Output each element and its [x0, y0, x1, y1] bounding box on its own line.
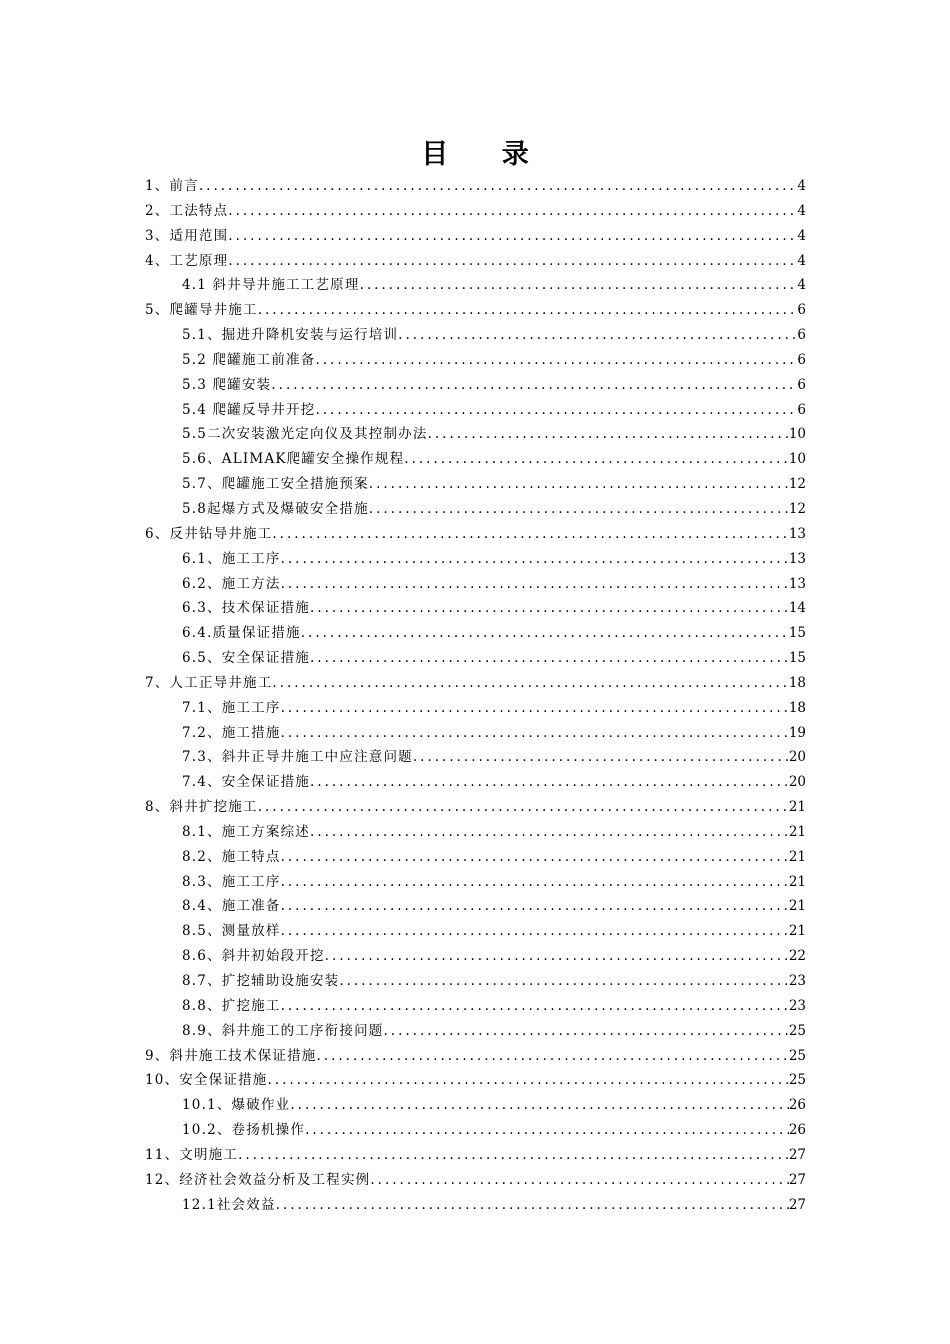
toc-entry-page-number: 4: [797, 227, 806, 244]
toc-entry[interactable]: [145, 497, 806, 522]
toc-entry-page-number: 14: [788, 600, 806, 617]
toc-entry-page-number: 10: [788, 451, 806, 468]
toc-entry-label: 8.4、施工准备: [182, 898, 281, 915]
toc-dot-leader: [271, 373, 797, 398]
toc-entry-label: 8、斜井扩挖施工: [145, 799, 258, 816]
toc-entry-label: 8.6、斜井初始段开挖: [182, 948, 325, 965]
toc-entry[interactable]: [145, 398, 806, 423]
toc-entry-page-number: 6: [797, 351, 806, 368]
toc-entry[interactable]: [145, 870, 806, 895]
toc-entry-page-number: 25: [788, 1047, 806, 1064]
toc-entry[interactable]: [145, 298, 806, 323]
toc-entry-page-number: 21: [788, 823, 806, 840]
toc-entry-page-number: 15: [788, 625, 806, 642]
toc-entry[interactable]: [145, 1093, 806, 1118]
toc-entry-page-number: 13: [788, 550, 806, 567]
toc-entry-page-number: 21: [788, 848, 806, 865]
toc-entry-label: 8.8、扩挖施工: [182, 997, 281, 1014]
toc-entry-label: 9、斜井施工技术保证措施: [145, 1047, 317, 1064]
toc-dot-leader: [281, 696, 789, 721]
toc-dot-leader: [281, 994, 789, 1019]
toc-entry-page-number: 13: [788, 575, 806, 592]
toc-dot-leader: [383, 1019, 788, 1044]
toc-entry-label: 4、工艺原理: [145, 252, 229, 269]
toc-entry[interactable]: [145, 894, 806, 919]
toc-entry-label: 10.1、爆破作业: [182, 1097, 291, 1114]
toc-entry[interactable]: [145, 472, 806, 497]
toc-entry[interactable]: [145, 944, 806, 969]
toc-entry-label: 3、适用范围: [145, 227, 229, 244]
toc-entry[interactable]: [145, 820, 806, 845]
toc-entry-label: 5.5二次安装激光定向仪及其控制办法: [182, 426, 428, 443]
toc-entry-page-number: 4: [797, 252, 806, 269]
toc-entry[interactable]: [145, 671, 806, 696]
toc-entry-page-number: 19: [788, 724, 806, 741]
toc-entry-page-number: 21: [788, 873, 806, 890]
toc-entry-page-number: 18: [788, 674, 806, 691]
toc-entry[interactable]: [145, 1118, 806, 1143]
toc-entry-page-number: 4: [797, 277, 806, 294]
toc-dot-leader: [258, 795, 789, 820]
toc-entry-page-number: 4: [797, 178, 806, 194]
toc-entry[interactable]: [145, 770, 806, 795]
toc-dot-leader: [281, 721, 789, 746]
toc-entry-page-number: 18: [788, 699, 806, 716]
toc-dot-leader: [276, 1193, 789, 1218]
toc-entry[interactable]: [145, 845, 806, 870]
toc-entry-label: 7.1、施工工序: [182, 699, 281, 716]
toc-entry-page-number: 13: [788, 525, 806, 542]
toc-dot-leader: [370, 1168, 788, 1193]
toc-entry-label: 2、工法特点: [145, 202, 229, 219]
toc-dot-leader: [228, 249, 797, 274]
toc-dot-leader: [290, 1093, 788, 1118]
toc-entry-page-number: 23: [788, 997, 806, 1014]
toc-entry-label: 6.3、技术保证措施: [182, 600, 310, 617]
toc-dot-leader: [238, 1143, 789, 1168]
toc-entry[interactable]: [145, 795, 806, 820]
toc-dot-leader: [310, 770, 789, 795]
toc-dot-leader: [281, 572, 789, 597]
toc-entry-label: 5.3 爬罐安装: [182, 376, 272, 393]
toc-dot-leader: [315, 348, 797, 373]
toc-entry-label: 8.3、施工工序: [182, 873, 281, 890]
toc-entry[interactable]: [145, 1019, 806, 1044]
toc-entry-label: 1、前言: [145, 178, 199, 194]
toc-entry-page-number: 27: [788, 1146, 806, 1163]
toc-entry[interactable]: [145, 572, 806, 597]
toc-dot-leader: [305, 1118, 789, 1143]
toc-entry[interactable]: [145, 273, 806, 298]
toc-entry-page-number: 23: [788, 973, 806, 989]
toc-entry[interactable]: [145, 621, 806, 646]
toc-dot-leader: [281, 919, 789, 944]
toc-entry[interactable]: [145, 646, 806, 671]
toc-dot-leader: [301, 621, 789, 646]
toc-entry[interactable]: [145, 696, 806, 721]
toc-entry-label: 7.2、施工措施: [182, 724, 281, 741]
toc-entry[interactable]: [145, 199, 806, 224]
toc-entry-label: 8.5、测量放样: [182, 923, 281, 940]
toc-entry-page-number: 6: [797, 302, 806, 319]
toc-entry-label: 7、人工正导井施工: [145, 674, 273, 691]
toc-entry-label: 5.4 爬罐反导井开挖: [182, 401, 316, 418]
toc-entry-page-number: 25: [788, 1072, 806, 1089]
toc-dot-leader: [315, 398, 797, 423]
toc-entry-page-number: 20: [788, 774, 806, 791]
toc-entry-label: 7.4、安全保证措施: [182, 774, 310, 791]
toc-entry-label: 6.2、施工方法: [182, 575, 281, 592]
toc-entry-label: 12、经济社会效益分析及工程实例: [145, 1171, 371, 1188]
toc-entry-label: 10、安全保证措施: [145, 1072, 268, 1089]
toc-entry-page-number: 6: [797, 376, 806, 393]
toc-dot-leader: [369, 497, 789, 522]
table-of-contents: [145, 174, 806, 1217]
toc-entry-label: 5.8起爆方式及爆破安全措施: [182, 500, 369, 517]
toc-entry-label: 4.1 斜井导井施工工艺原理: [182, 277, 360, 294]
toc-entry[interactable]: [145, 745, 806, 770]
toc-entry[interactable]: [145, 373, 806, 398]
toc-dot-leader: [428, 422, 789, 447]
toc-entry-page-number: 25: [788, 1022, 806, 1039]
toc-entry-label: 7.3、斜井正导井施工中应注意问题: [182, 749, 413, 766]
toc-entry-page-number: 12: [788, 500, 806, 517]
toc-dot-leader: [398, 323, 797, 348]
toc-entry-page-number: 27: [788, 1171, 806, 1188]
toc-dot-leader: [310, 820, 789, 845]
toc-dot-leader: [360, 273, 798, 298]
toc-entry-label: 10.2、卷扬机操作: [182, 1122, 306, 1139]
toc-entry[interactable]: [145, 919, 806, 944]
toc-entry[interactable]: [145, 348, 806, 373]
toc-entry[interactable]: [145, 1068, 806, 1093]
toc-entry[interactable]: [145, 323, 806, 348]
toc-dot-leader: [404, 447, 789, 472]
toc-entry-page-number: 4: [797, 202, 806, 219]
toc-entry-page-number: 20: [788, 749, 806, 766]
toc-entry[interactable]: [145, 224, 806, 249]
toc-entry-label: 6、反井钻导井施工: [145, 525, 273, 542]
toc-entry[interactable]: [145, 249, 806, 274]
toc-entry-page-number: 21: [788, 799, 806, 816]
toc-dot-leader: [267, 1068, 788, 1093]
toc-dot-leader: [228, 199, 797, 224]
toc-entry[interactable]: [145, 1168, 806, 1193]
toc-dot-leader: [199, 174, 798, 199]
toc-entry[interactable]: [145, 596, 806, 621]
toc-entry[interactable]: [145, 969, 806, 994]
toc-entry-page-number: 26: [788, 1122, 806, 1139]
toc-dot-leader: [272, 522, 788, 547]
toc-dot-leader: [281, 870, 789, 895]
toc-entry-page-number: 6: [797, 401, 806, 418]
toc-dot-leader: [281, 845, 789, 870]
toc-entry-label: 5.2 爬罐施工前准备: [182, 351, 316, 368]
toc-dot-leader: [310, 646, 789, 671]
toc-entry-label: 8.1、施工方案综述: [182, 823, 310, 840]
toc-dot-leader: [339, 969, 788, 994]
toc-entry-page-number: 6: [797, 327, 806, 344]
toc-entry-label: 6.1、施工工序: [182, 550, 281, 567]
toc-entry[interactable]: [145, 422, 806, 447]
toc-entry[interactable]: [145, 1044, 806, 1069]
toc-title: 目 录: [421, 139, 551, 170]
toc-dot-leader: [281, 894, 789, 919]
toc-dot-leader: [281, 547, 789, 572]
toc-entry[interactable]: [145, 447, 806, 472]
toc-entry[interactable]: [145, 522, 806, 547]
toc-entry-page-number: 26: [788, 1097, 806, 1114]
toc-entry-page-number: 22: [788, 948, 806, 965]
toc-entry[interactable]: [145, 174, 806, 199]
toc-entry[interactable]: [145, 721, 806, 746]
toc-dot-leader: [413, 745, 789, 770]
toc-dot-leader: [317, 1044, 789, 1069]
toc-entry-page-number: 10: [788, 426, 806, 443]
toc-dot-leader: [310, 596, 789, 621]
toc-entry-label: 8.9、斜井施工的工序衔接问题: [182, 1022, 384, 1039]
toc-entry-page-number: 21: [788, 923, 806, 940]
toc-dot-leader: [272, 671, 788, 696]
toc-entry-label: 8.7、扩挖辅助设施安装: [182, 973, 340, 989]
toc-entry-page-number: 27: [788, 1196, 806, 1213]
toc-entry-page-number: 12: [788, 476, 806, 493]
toc-entry-label: 5.1、掘进升降机安装与运行培训: [182, 327, 399, 344]
toc-entry-label: 5.6、ALIMAK爬罐安全操作规程: [182, 451, 405, 468]
toc-dot-leader: [258, 298, 798, 323]
toc-dot-leader: [325, 944, 789, 969]
toc-entry[interactable]: [145, 1143, 806, 1168]
toc-entry-label: 5.7、爬罐施工安全措施预案: [182, 476, 369, 493]
toc-entry[interactable]: [145, 547, 806, 572]
toc-entry[interactable]: [145, 994, 806, 1019]
toc-entry-label: 12.1社会效益: [182, 1196, 276, 1213]
toc-entry-label: 11、文明施工: [145, 1146, 239, 1163]
toc-dot-leader: [228, 224, 797, 249]
toc-entry[interactable]: [145, 1193, 806, 1218]
toc-entry-label: 6.5、安全保证措施: [182, 650, 310, 667]
toc-entry-page-number: 15: [788, 650, 806, 667]
toc-entry-label: 8.2、施工特点: [182, 848, 281, 865]
toc-entry-label: 5、爬罐导井施工: [145, 302, 258, 319]
toc-entry-label: 6.4.质量保证措施: [182, 625, 301, 642]
toc-dot-leader: [369, 472, 789, 497]
toc-entry-page-number: 21: [788, 898, 806, 915]
